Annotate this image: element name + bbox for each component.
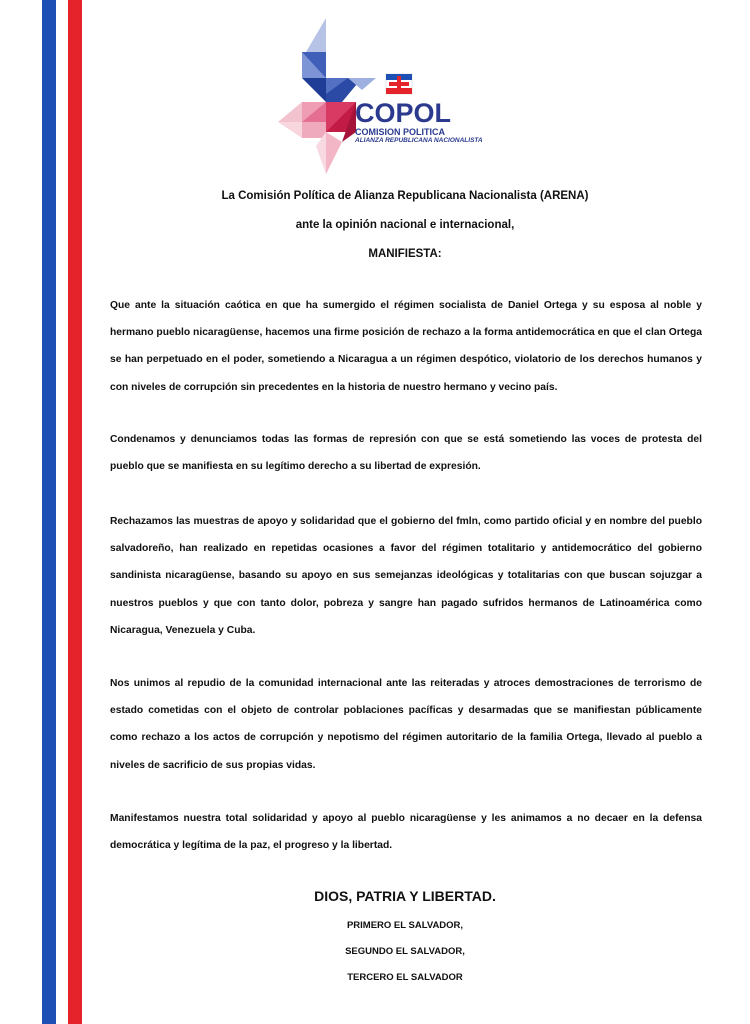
paragraph-2: Condenamos y denunciamos todas las formas de represión con que se está sometiendo las voces de protesta del pueblo que se manifiesta en su legítimo derecho a su libertad de expresión. — [110, 434, 702, 473]
logo-name: COPOL — [355, 98, 452, 128]
paragraph-5: Manifestamos nuestra total solidaridad y apoyo al pueblo nicaragüense y les animamos a no decaer en la defensa democrática y legítima de la paz, el progreso y la libertad. — [110, 813, 702, 852]
closing-motto: DIOS, PATRIA Y LIBERTAD. — [314, 888, 496, 904]
closing-line-3: TERCERO EL SALVADOR — [347, 972, 463, 983]
paragraph-3: Rechazamos las muestras de apoyo y solidaridad que el gobierno del fmln, como partido oficial y en nombre del pueblo salvadoreño, han realizado en repetidas ocasiones a favor del régimen totalitario y antidemocrático del gobierno sandinista nicaragüense, basando su apoyo en sus semejanzas ideológicas y totalitarias con que buscan sojuzgar a nuestros pueblos y que con tanto dolor, pobreza y sangre han pagado sufridos hermanos de Latinoamérica como Nicaragua, Venezuela y Cuba. — [110, 516, 702, 636]
heading-line-2: ante la opinión nacional e internacional, — [295, 219, 515, 231]
blue-stripe — [42, 0, 56, 1024]
heading-manifiesta: MANIFIESTA: — [368, 248, 442, 260]
logo-tagline: ALIANZA REPUBLICANA NACIONALISTA — [355, 137, 483, 144]
logo-wordmark — [355, 100, 483, 145]
logo-subtitle: COMISION POLITICA — [355, 127, 445, 137]
red-stripe — [68, 0, 82, 1024]
closing-line-1: PRIMERO EL SALVADOR, — [346, 920, 464, 931]
heading-line-1: La Comisión Política de Alianza Republicana Nacionalista (ARENA) — [221, 190, 589, 202]
paragraph-1: Que ante la situación caótica en que ha sumergido el régimen socialista de Daniel Ortega y su esposa al noble y hermano pueblo nicaragüense, hacemos una firme posición de rechazo a la forma antidemocrática en que el clan Ortega se han perpetuado en el poder, sometiendo a Nicaragua a un régimen despótico, violatorio de los derechos humanos y con niveles de corrupción sin precedentes en la historia de nuestro hermano y vecino país. — [110, 300, 702, 393]
closing-line-2: SEGUNDO EL SALVADOR, — [345, 946, 465, 957]
paragraph-4: Nos unimos al repudio de la comunidad internacional ante las reiteradas y atroces demostraciones de terrorismo de estado cometidas con el objeto de controlar poblaciones pacíficas y desarmadas que se manifiestan públicamente como rechazo a los actos de corrupción y nepotismo del régimen autoritario de la familia Ortega, llevado al pueblo a niveles de sacrificio de sus propias vidas. — [110, 678, 702, 771]
white-stripe — [56, 0, 68, 1024]
